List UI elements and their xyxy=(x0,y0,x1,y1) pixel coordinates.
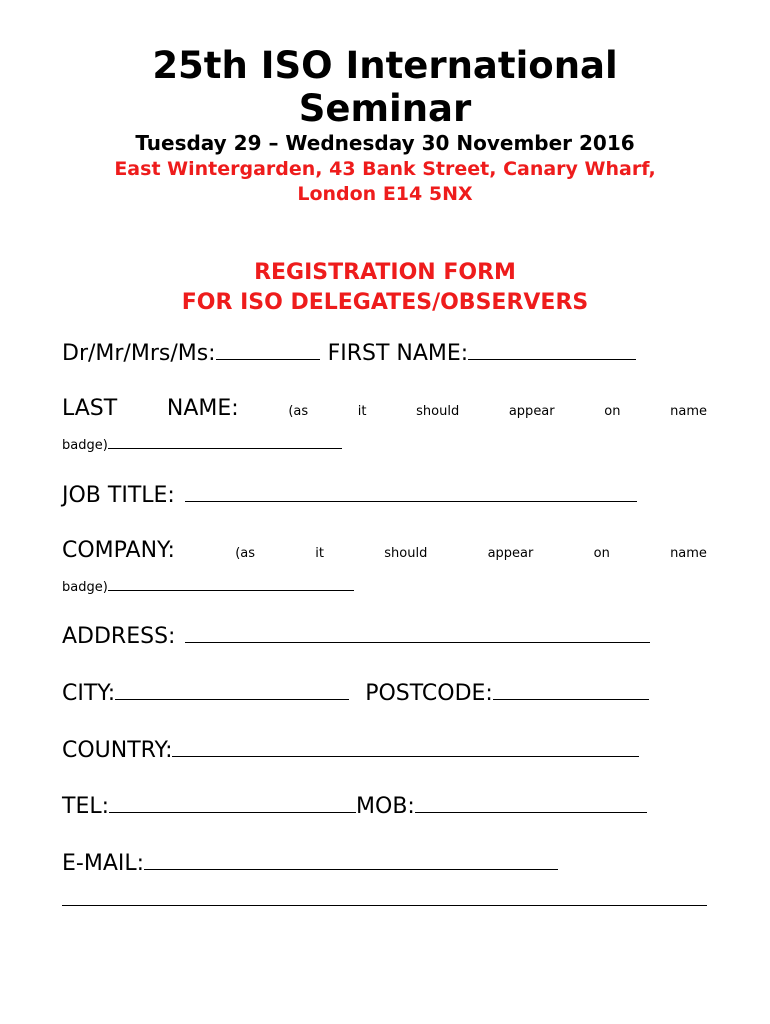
note-word-appear: appear xyxy=(508,404,555,419)
country-row xyxy=(62,736,639,765)
email-continuation-field[interactable] xyxy=(62,905,707,906)
tel-mob-row xyxy=(62,792,647,821)
note-word-on: on xyxy=(604,404,621,419)
company-note-appear: appear xyxy=(487,546,534,561)
title-firstname-row xyxy=(62,339,636,368)
note-word-name: name xyxy=(670,404,707,419)
country-label: COUNTRY: xyxy=(62,738,173,763)
company-field[interactable] xyxy=(108,576,354,591)
last-name-field[interactable] xyxy=(108,434,342,449)
email-row xyxy=(62,849,558,878)
venue-line-1: East Wintergarden, 43 Bank Street, Canary Wharf, xyxy=(114,158,656,180)
seminar-venue xyxy=(90,157,680,207)
last-name-badge-row xyxy=(62,434,342,453)
company-row xyxy=(62,538,707,563)
mob-label: MOB: xyxy=(356,794,415,819)
venue-line-2: London E14 5NX xyxy=(297,183,473,205)
company-note-name: name xyxy=(670,546,707,561)
email-label: E-MAIL: xyxy=(62,851,145,876)
postcode-field[interactable] xyxy=(493,679,649,700)
company-note-it: it xyxy=(315,546,324,561)
company-note-as: (as xyxy=(235,546,256,561)
first-name-field[interactable] xyxy=(468,339,636,360)
tel-label: TEL: xyxy=(62,794,110,819)
note-word-it: it xyxy=(357,404,367,419)
address-field[interactable] xyxy=(185,622,650,643)
form-heading-line-1: REGISTRATION FORM xyxy=(254,260,516,285)
last-name-label-word1: LAST xyxy=(62,396,118,421)
note-word-as: (as xyxy=(288,404,309,419)
job-title-row xyxy=(62,481,637,510)
email-field[interactable] xyxy=(144,849,558,870)
city-field[interactable] xyxy=(115,679,349,700)
company-note-badge: badge) xyxy=(62,580,108,595)
title-field[interactable] xyxy=(216,339,320,360)
first-name-label: FIRST NAME: xyxy=(327,341,469,366)
address-label: ADDRESS: xyxy=(62,624,176,649)
title-label: Dr/Mr/Mrs/Ms: xyxy=(62,341,216,366)
job-title-label: JOB TITLE: xyxy=(62,483,175,508)
seminar-dates: Tuesday 29 – Wednesday 30 November 2016 xyxy=(135,131,635,155)
tel-field[interactable] xyxy=(109,792,356,813)
company-note-on: on xyxy=(593,546,610,561)
last-name-label-word2: NAME: xyxy=(166,396,239,421)
mob-field[interactable] xyxy=(415,792,647,813)
postcode-label: POSTCODE: xyxy=(365,681,493,706)
seminar-title: 25th ISO International Seminar xyxy=(152,44,618,130)
job-title-field[interactable] xyxy=(185,481,637,502)
note-word-badge: badge) xyxy=(62,438,108,453)
address-row xyxy=(62,622,650,651)
note-word-should: should xyxy=(416,404,460,419)
company-note-should: should xyxy=(384,546,428,561)
form-heading xyxy=(40,258,730,318)
city-postcode-row xyxy=(62,679,649,708)
country-field[interactable] xyxy=(172,736,639,757)
city-label: CITY: xyxy=(62,681,116,706)
company-badge-row xyxy=(62,576,354,595)
form-heading-line-2: FOR ISO DELEGATES/OBSERVERS xyxy=(181,290,589,315)
last-name-row xyxy=(62,396,707,421)
company-label: COMPANY: xyxy=(62,538,175,563)
